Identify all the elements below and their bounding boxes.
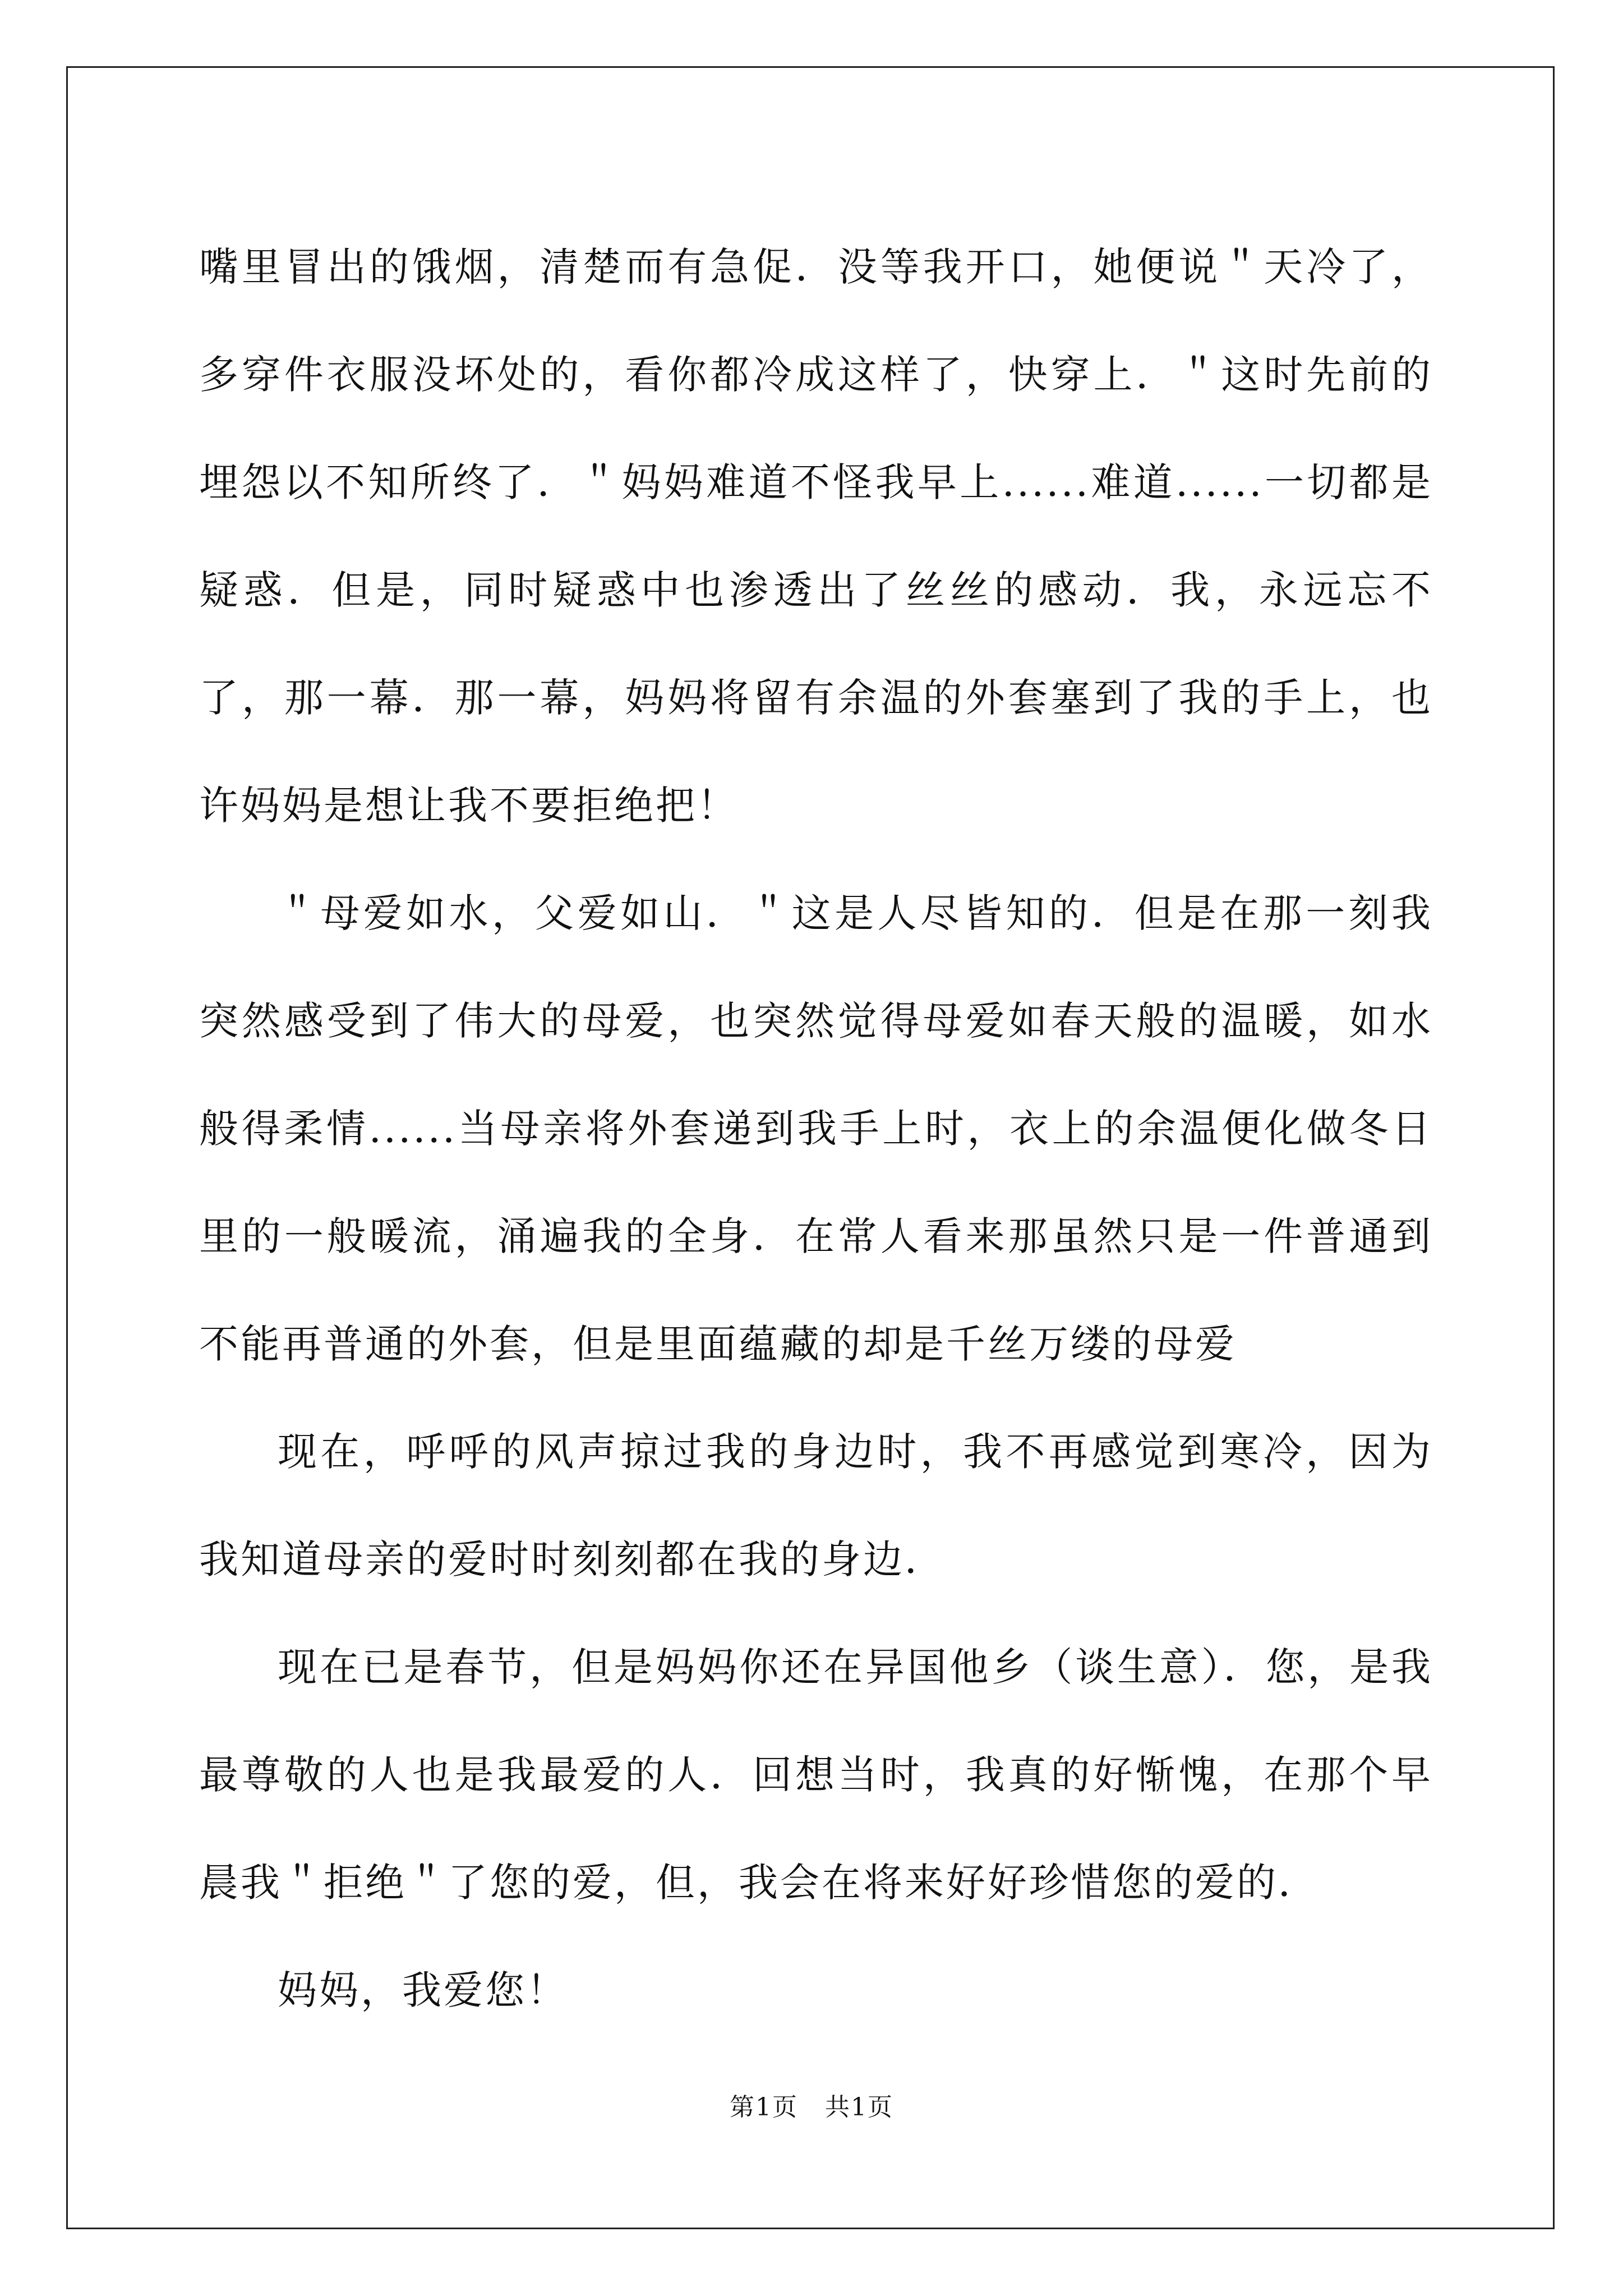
page-total: 共1页 xyxy=(824,2093,893,2122)
document-body xyxy=(199,213,1433,2044)
paragraph-5: 妈妈，我爱您！ xyxy=(278,1967,568,2013)
page-footer xyxy=(0,2087,1623,2123)
footer-gap xyxy=(798,2093,825,2122)
paragraph-1: 嘴里冒出的饿烟，清楚而有急促．没等我开口，她便说＂天冷了，多穿件衣服没坏处的，看你都冷成这样了，快穿上．＂这时先前的埋怨以不知所终了．＂妈妈难道不怪我早上......难道......一切都是疑惑．但是，同时疑惑中也渗透出了丝丝的感动．我，永远忘不了，那一幕．那一幕，妈妈将留有余温的外套塞到了我的手上，也许妈妈是想让我不要拒绝把！ xyxy=(199,244,1433,829)
paragraph-2: ＂母爱如水，父爱如山．＂这是人尽皆知的．但是在那一刻我突然感受到了伟大的母爱，也突然觉得母爱如春天般的温暖，如水般得柔情......当母亲将外套递到我手上时，衣上的余温便化做冬日里的一般暖流，涌遍我的全身．在常人看来那虽然只是一件普通到不能再普通的外套，但是里面蕴藏的却是千丝万缕的母爱 xyxy=(199,890,1433,1367)
paragraph-3: 现在，呼呼的风声掠过我的身边时，我不再感觉到寒冷，因为我知道母亲的爱时时刻刻都在我的身边． xyxy=(199,1429,1433,1582)
page-number: 第1页 xyxy=(730,2093,799,2122)
paragraph-4: 现在已是春节，但是妈妈你还在异国他乡（谈生意）．您，是我最尊敬的人也是我最爱的人．回想当时，我真的好惭愧，在那个早晨我＂拒绝＂了您的爱，但，我会在将来好好珍惜您的爱的． xyxy=(199,1644,1433,1906)
